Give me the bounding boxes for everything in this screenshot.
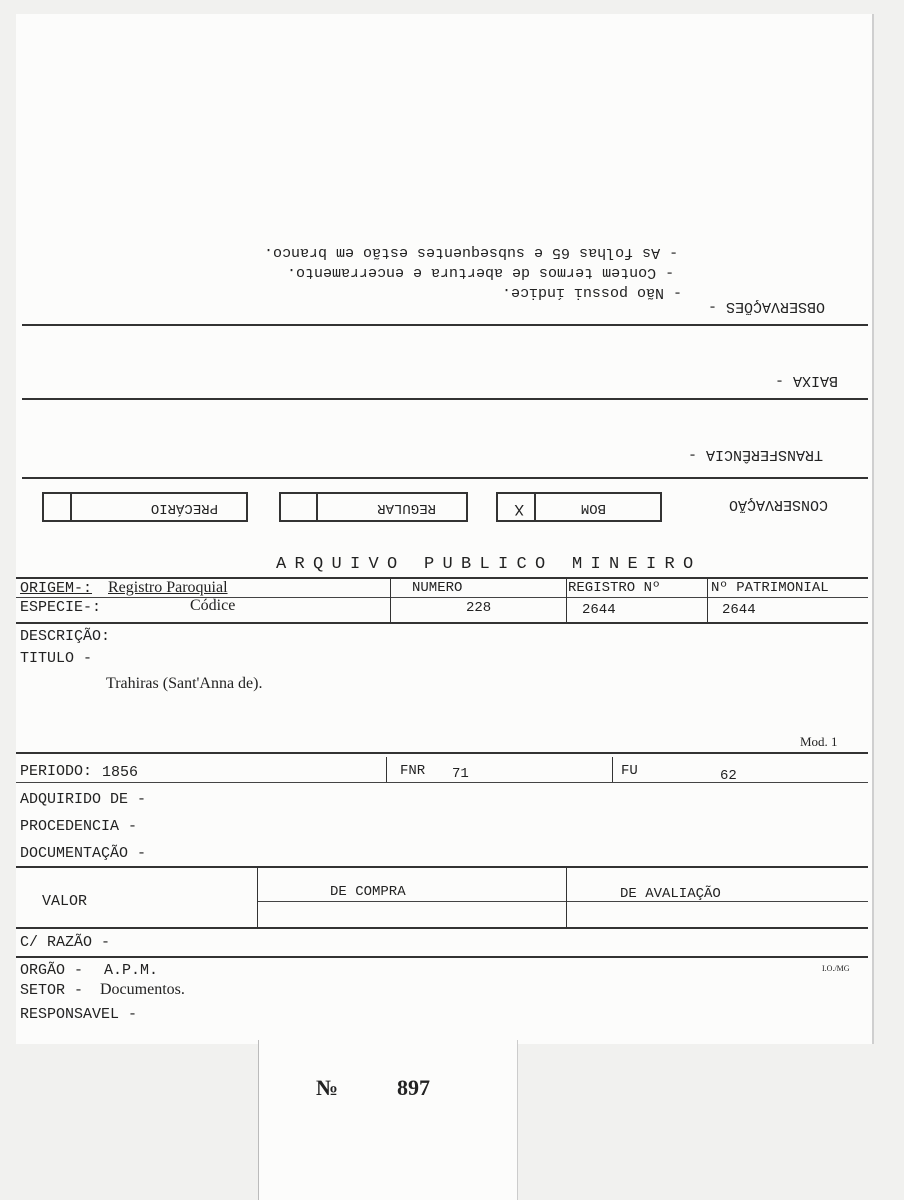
conservacao-option-regular: [279, 492, 468, 522]
responsavel-label: RESPONSAVEL -: [20, 1006, 138, 1023]
orgao-value: A.P.M.: [104, 962, 159, 979]
observacoes-line-2: - Contem termos de abertura e encerramento.: [287, 264, 675, 281]
periodo-value: 1856: [102, 764, 139, 781]
especie-label: ESPECIE-:: [20, 599, 102, 616]
divider-baixa: [22, 398, 868, 400]
periodo-label: PERIODO:: [20, 763, 93, 780]
de-compra-label: DE COMPRA: [330, 884, 406, 900]
observacoes-line-1: - Não possui índice.: [502, 284, 683, 301]
divider-descricao: [16, 752, 868, 754]
registro-value: 2644: [582, 602, 616, 618]
patrimonial-label: Nº PATRIMONIAL: [711, 580, 829, 596]
checkbox-separator: [70, 494, 72, 520]
procedencia-label: PROCEDENCIA -: [20, 818, 138, 835]
fnr-label: FNR: [400, 763, 426, 779]
divider-observacoes: [22, 324, 868, 326]
titulo-label: TITULO -: [20, 650, 93, 667]
divider-razao: [16, 956, 868, 958]
setor-label: SETOR -: [20, 982, 84, 999]
institution-title: ARQUIVO PUBLICO MINEIRO: [276, 555, 702, 574]
conservacao-option-bom: [496, 492, 662, 522]
numero-value: 228: [466, 600, 492, 616]
col-divider-avaliacao: [566, 867, 567, 927]
valor-label: VALOR: [42, 893, 88, 910]
adquirido-label: ADQUIRIDO DE -: [20, 791, 147, 808]
conservacao-option-label: PRECÁRIO: [150, 500, 218, 516]
titulo-value: Trahiras (Sant'Anna de).: [106, 675, 263, 692]
model-number: Mod. 1: [800, 734, 838, 749]
divider-periodo: [16, 782, 868, 783]
col-divider-numero: [390, 578, 391, 622]
checkbox-separator: [534, 494, 536, 520]
divider-transferencia: [22, 477, 868, 479]
conservacao-option-label: REGULAR: [377, 500, 436, 516]
transferencia-label: TRANSFERÊNCIA -: [688, 446, 824, 463]
fnr-value: 71: [452, 766, 469, 782]
numero-label: NUMERO: [412, 580, 463, 596]
origem-label: ORIGEM-:: [20, 580, 93, 597]
de-avaliacao-label: DE AVALIAÇÃO: [620, 886, 721, 902]
patrimonial-value: 2644: [722, 602, 756, 618]
conservacao-label: CONSERVAÇÃO: [729, 496, 829, 513]
conservacao-option-precario: [42, 492, 248, 522]
observacoes-label: OBSERVAÇÕES -: [708, 298, 826, 315]
baixa-label: BAIXA -: [775, 372, 839, 389]
conservacao-option-label: BOM: [580, 500, 606, 516]
fu-value: 62: [720, 768, 737, 784]
archive-card: [16, 14, 874, 1044]
observacoes-line-3: - As folhas 65 e subsequentes estão em branco.: [264, 244, 679, 261]
registro-label: REGISTRO Nº: [568, 580, 661, 596]
conservacao-checkmark: X: [514, 500, 524, 518]
documentacao-label: DOCUMENTAÇÃO -: [20, 845, 147, 862]
col-divider-fu: [612, 757, 613, 783]
especie-value: Códice: [190, 597, 236, 614]
setor-value: Documentos.: [100, 981, 185, 998]
razao-label: C/ RAZÃO -: [20, 934, 111, 951]
divider-documentacao: [16, 866, 868, 868]
card-tab: [258, 1040, 518, 1200]
col-divider-patrimonial: [707, 578, 708, 622]
divider-valor: [16, 927, 868, 929]
divider-origem: [16, 597, 868, 598]
col-divider-compra: [257, 867, 258, 927]
descricao-label: DESCRIÇÃO:: [20, 628, 111, 645]
card-number: 897: [397, 1075, 430, 1100]
origem-value: Registro Paroquial: [108, 579, 228, 596]
col-divider-registro: [566, 578, 567, 622]
divider-especie: [16, 622, 868, 624]
checkbox-separator: [316, 494, 318, 520]
col-divider-fnr: [386, 757, 387, 783]
printer-mark: I.O./MG: [822, 964, 850, 973]
divider-valor-middle: [258, 901, 868, 902]
orgao-label: ORGÃO -: [20, 962, 84, 979]
fu-label: FU: [621, 763, 638, 779]
number-sign: №: [316, 1075, 339, 1100]
